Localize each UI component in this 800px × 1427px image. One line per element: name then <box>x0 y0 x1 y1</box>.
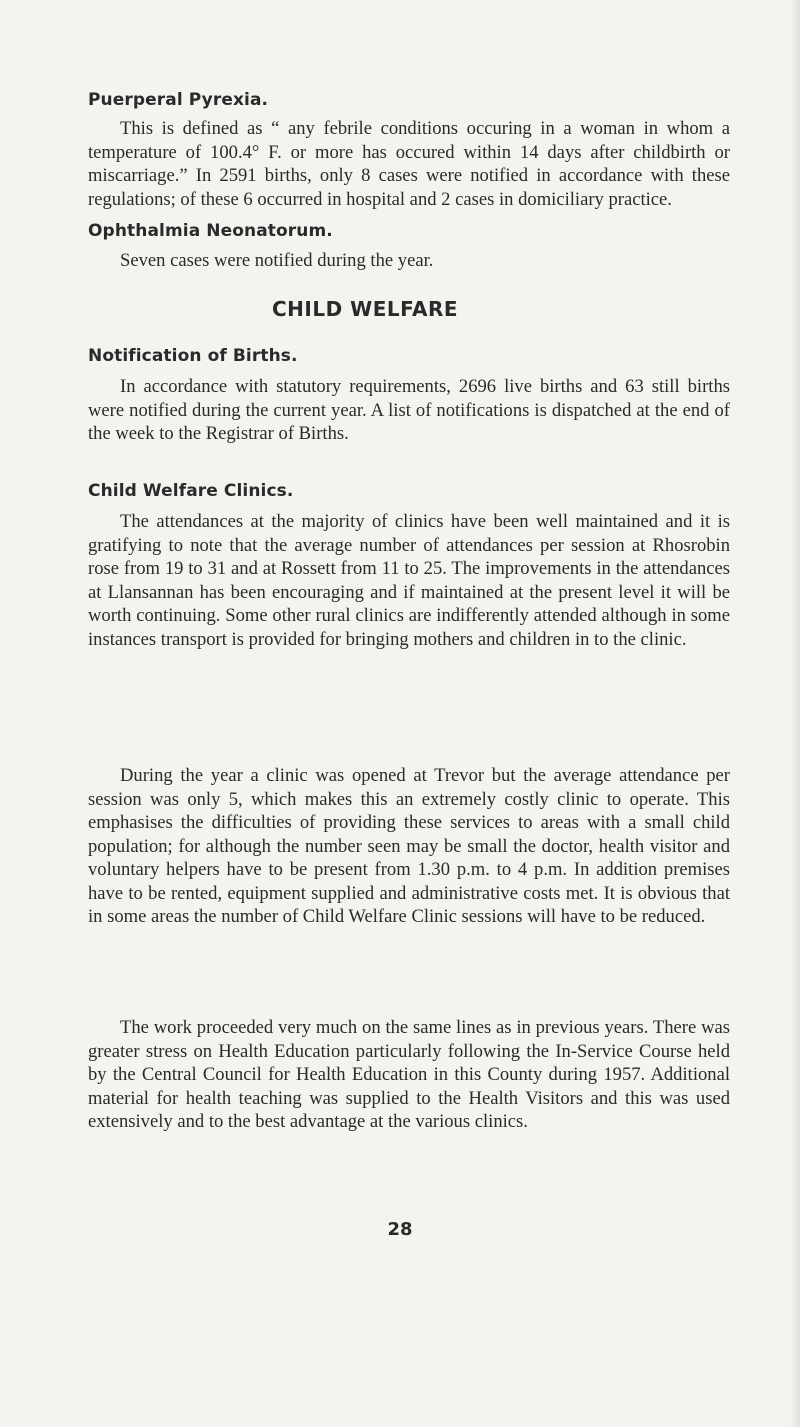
heading-notification-of-births: Notification of Births. <box>88 346 298 366</box>
paragraph-trevor-clinic: During the year a clinic was opened at Trevor but the average attendance per session was only 5, which makes this an extremely costly clinic to operate. This emphasises the difficulties of providing these services to areas with a small child population; for although the number seen may be small the doctor, health visitor and voluntary helpers have to be present from 1.30 p.m. to 4 p.m. In addition premises have to be rented, equipment supplied and administrative costs met. It is obvious that in some areas the number of Child Welfare Clinic sessions will have to be reduced. <box>88 765 730 927</box>
paragraph-notification-of-births: In accordance with statutory requirements, 2696 live births and 63 still births were notified during the current year. A list of notifications is dispatched at the end of the week to the Registrar of Births. <box>88 376 730 444</box>
heading-puerperal-pyrexia: Puerperal Pyrexia. <box>88 90 269 110</box>
heading-child-welfare-clinics: Child Welfare Clinics. <box>88 481 294 501</box>
paragraph-puerperal-pyrexia: This is defined as “ any febrile conditions occuring in a woman in whom a temperature of 100.4° F. or more has occured within 14 days after childbirth or miscarriage.” In 2591 births, only 8 cases were notified in accordance with these regulations; of these 6 occurred in hospital and 2 cases in domiciliary practice. <box>88 118 730 210</box>
paragraph-health-education: The work proceeded very much on the same lines as in previous years. There was greater stress on Health Education particularly following the In-Service Course held by the Central Council for Health Education in this County during 1957. Additional material for health teaching was supplied to the Health Visitors and this was used extensively and to the best advantage at the various clinics. <box>88 1017 730 1132</box>
page-edge-shadow <box>790 0 800 1427</box>
section-title-child-welfare: CHILD WELFARE <box>271 297 459 321</box>
paragraph-ophthalmia-neonatorum: Seven cases were notified during the year. <box>120 250 434 271</box>
page-number: 28 <box>387 1219 413 1240</box>
paragraph-clinic-attendances: The attendances at the majority of clinics have been well maintained and it is gratifying to note that the average number of attendances per session at Rhosrobin rose from 19 to 31 and at Rossett from 11 to 25. The improvements in the attendances at Llansannan has been encouraging and if maintained at the present level it will be worth continuing. Some other rural clinics are indifferently attended although in some instances transport is provided for bringing mothers and children in to the clinic. <box>88 511 730 650</box>
heading-ophthalmia-neonatorum: Ophthalmia Neonatorum. <box>88 221 333 241</box>
